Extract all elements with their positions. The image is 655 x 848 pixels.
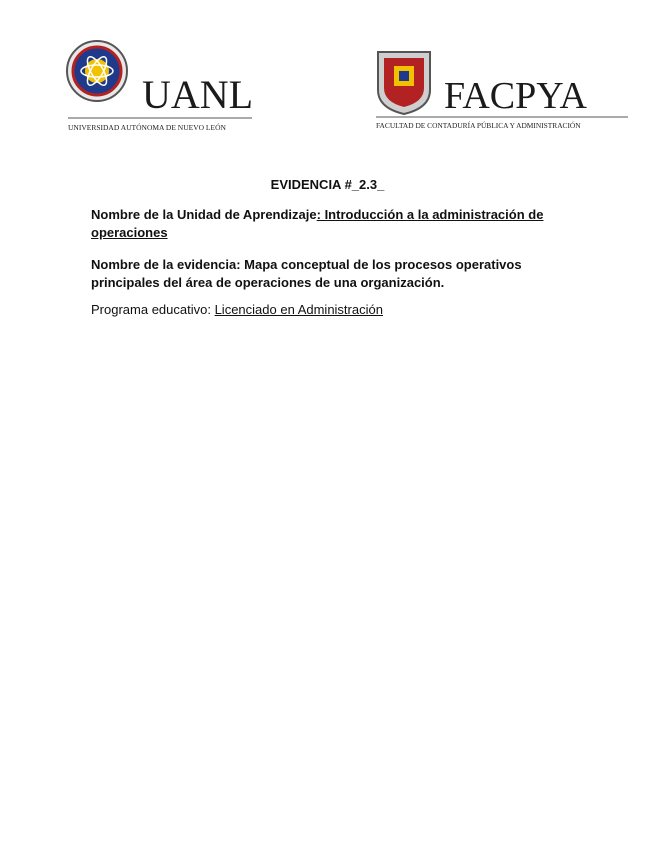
programa-line [91, 301, 561, 319]
facpya-wordmark: FACPYA [444, 75, 587, 117]
unidad-line [91, 206, 561, 242]
evidencia-line [91, 256, 561, 292]
uanl-wordmark: UANL [142, 72, 254, 117]
evidencia-label: Nombre de la evidencia: [91, 257, 245, 272]
uanl-subtitle: UNIVERSIDAD AUTÓNOMA DE NUEVO LEÓN [68, 123, 226, 132]
evidencia-value: Mapa conceptual de los procesos operativos principales del área de operaciones de una organización. [91, 257, 522, 290]
programa-value: Licenciado en Administración [214, 302, 383, 317]
uanl-seal-icon [64, 38, 264, 138]
document-title: EVIDENCIA #_2.3_ [270, 177, 385, 192]
unidad-label: Nombre de la Unidad de Aprendizaje [91, 207, 317, 222]
uanl-logo [64, 38, 264, 138]
facpya-logo [372, 42, 636, 138]
facpya-shield-icon [372, 42, 636, 138]
programa-label: Programa educativo: [91, 302, 215, 317]
facpya-subtitle: FACULTAD DE CONTADURÍA PÚBLICA Y ADMINISTRACIÓN [376, 121, 581, 130]
unidad-value: : Introducción a la administración de operaciones [91, 207, 544, 240]
